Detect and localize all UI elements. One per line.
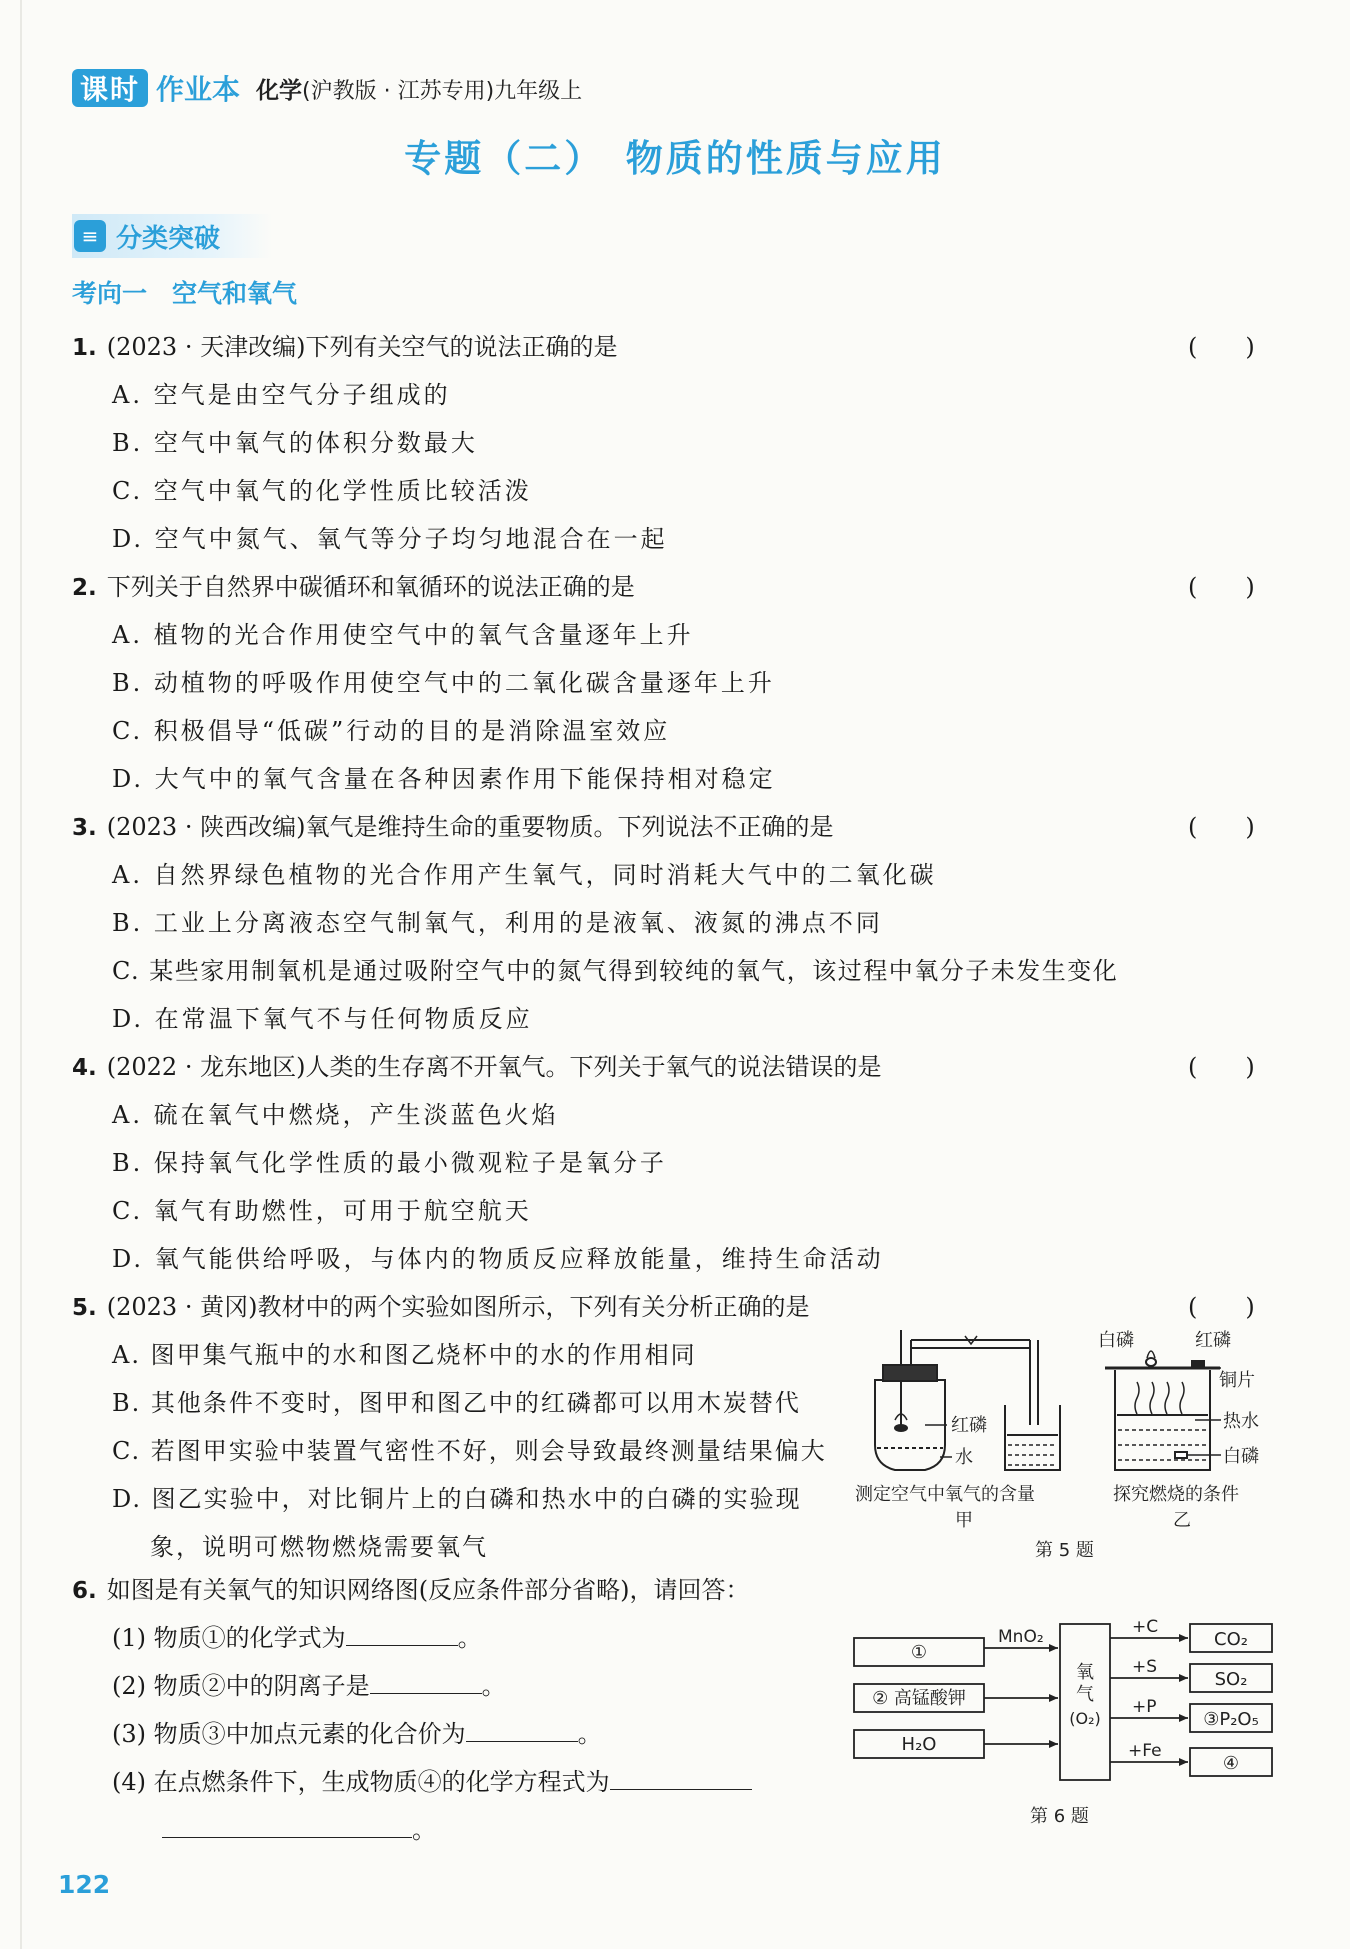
- reactant-p: +P: [1132, 1697, 1157, 1717]
- label-white-phosphorus-bottom: 白磷: [1223, 1446, 1259, 1467]
- option-b: B. 保持氧气化学性质的最小微观粒子是氧分子: [112, 1149, 667, 1177]
- option-b: B. 其他条件不变时，图甲和图乙中的红磷都可以用木炭替代: [112, 1389, 801, 1417]
- option-b: B. 动植物的呼吸作用使空气中的二氧化碳含量逐年上升: [112, 669, 775, 697]
- option-b: B. 工业上分离液态空气制氧气，利用的是液氧、液氮的沸点不同: [112, 909, 883, 937]
- subject: 化学: [256, 77, 303, 104]
- answer-blank[interactable]: [162, 1813, 412, 1838]
- input-2: ② 高锰酸钾: [872, 1688, 966, 1709]
- option-d: D. 在常温下氧气不与任何物质反应: [112, 1005, 533, 1033]
- answer-bracket: ( ): [1188, 573, 1255, 601]
- answer-bracket: ( ): [1188, 333, 1255, 361]
- option-c: C. 积极倡导“低碳”行动的目的是消除温室效应: [112, 717, 671, 745]
- question-number: 3.: [72, 815, 97, 841]
- answer-blank[interactable]: [466, 1717, 578, 1742]
- topic-title: 专题（二） 物质的性质与应用: [404, 137, 946, 180]
- caption-jia-title: 测定空气中氧气的含量: [855, 1484, 1035, 1505]
- apparatus-yi: [1105, 1351, 1221, 1470]
- product-co2: CO₂: [1214, 1629, 1248, 1650]
- option-d-continued: 象，说明可燃物燃烧需要氧气: [150, 1533, 488, 1561]
- section-tag: [72, 214, 272, 258]
- option-d: D. 图乙实验中，对比铜片上的白磷和热水中的白磷的实验现: [112, 1485, 802, 1513]
- center-label-1: 氧: [1076, 1662, 1094, 1683]
- option-a: A. 自然界绿色植物的光合作用产生氧气，同时消耗大气中的二氧化碳: [112, 861, 937, 889]
- section-label: 分类突破: [116, 223, 221, 254]
- label-water: 水: [955, 1447, 973, 1468]
- reactant-c: +C: [1132, 1618, 1159, 1637]
- question-6-stem: 6. 如图是有关氧气的知识网络图(反应条件部分省略)，请回答：: [72, 1576, 750, 1604]
- input-3: H₂O: [901, 1734, 937, 1755]
- answer-bracket: ( ): [1188, 813, 1255, 841]
- question-2-stem: 2. 下列关于自然界中碳循环和氧循环的说法正确的是: [72, 573, 635, 601]
- answer-blank[interactable]: [610, 1765, 752, 1790]
- option-a: A. 植物的光合作用使空气中的氧气含量逐年上升: [112, 621, 694, 649]
- question-number: 4.: [72, 1055, 97, 1081]
- option-a: A. 图甲集气瓶中的水和图乙烧杯中的水的作用相同: [112, 1341, 697, 1369]
- caption-jia-tag: 甲: [955, 1510, 973, 1531]
- question-3-stem: 3. (2023 · 陕西改编)氧气是维持生命的重要物质。下列说法不正确的是: [72, 813, 834, 841]
- edition: (沪教版 · 江苏专用)九年级上: [302, 78, 583, 104]
- option-d: D. 氧气能供给呼吸，与体内的物质反应释放能量，维持生命活动: [112, 1245, 884, 1273]
- figure-5-caption: 第 5 题: [1035, 1540, 1094, 1560]
- subquestion-1: (1) 物质①的化学式为 。: [112, 1621, 482, 1655]
- question-number: 6.: [72, 1578, 97, 1604]
- subquestion-3: (3) 物质③中加点元素的化合价为 。: [112, 1717, 602, 1751]
- page-number: 122: [58, 1870, 111, 1899]
- reactant-s: +S: [1132, 1657, 1158, 1677]
- question-number: 2.: [72, 575, 97, 601]
- subquestion-2: (2) 物质②中的阴离子是 。: [112, 1669, 506, 1703]
- option-d: D. 空气中氮气、氧气等分子均匀地混合在一起: [112, 525, 668, 553]
- option-c: C. 若图甲实验中装置气密性不好，则会导致最终测量结果偏大: [112, 1437, 827, 1465]
- brand-name: 作业本: [156, 73, 241, 106]
- option-a: A. 空气是由空气分子组成的: [112, 381, 451, 409]
- catalyst-label: MnO₂: [998, 1627, 1044, 1647]
- subsection-title: 考向一 空气和氧气: [72, 279, 298, 308]
- label-hot-water: 热水: [1223, 1411, 1259, 1432]
- question-5-stem: 5. (2023 · 黄冈)教材中的两个实验如图所示，下列有关分析正确的是: [72, 1293, 810, 1321]
- brand-badge: 课时: [72, 69, 148, 107]
- subquestion-4: (4) 在点燃条件下，生成物质④的化学方程式为: [112, 1765, 752, 1799]
- center-label-3: (O₂): [1069, 1709, 1101, 1728]
- figure-5: [855, 1320, 1275, 1560]
- question-1-stem: 1. (2023 · 天津改编)下列有关空气的说法正确的是: [72, 333, 618, 361]
- label-red-phosphorus-top: 红磷: [1195, 1330, 1231, 1351]
- option-d: D. 大气中的氧气含量在各种因素作用下能保持相对稳定: [112, 765, 776, 793]
- option-c: C. 空气中氧气的化学性质比较活泼: [112, 477, 532, 505]
- answer-blank[interactable]: [370, 1669, 482, 1694]
- option-b: B. 空气中氧气的体积分数最大: [112, 429, 478, 457]
- page-edge: [20, 0, 22, 1949]
- question-4-stem: 4. (2022 · 龙东地区)人类的生存离不开氧气。下列关于氧气的说法错误的是: [72, 1053, 882, 1081]
- caption-yi-title: 探究燃烧的条件: [1113, 1484, 1239, 1505]
- subquestion-4-continued: 。: [162, 1813, 436, 1847]
- book-stack-icon: ≡: [74, 220, 106, 252]
- option-a: A. 硫在氧气中燃烧，产生淡蓝色火焰: [112, 1101, 559, 1129]
- figure-6-caption: 第 6 题: [1030, 1806, 1089, 1827]
- product-4: ④: [1222, 1753, 1240, 1774]
- reactant-fe: +Fe: [1128, 1741, 1162, 1761]
- input-1: ①: [910, 1642, 928, 1663]
- product-p2o5: ③P₂O₅: [1203, 1709, 1259, 1730]
- label-copper: 铜片: [1219, 1370, 1255, 1391]
- answer-bracket: ( ): [1188, 1053, 1255, 1081]
- product-so2: SO₂: [1214, 1669, 1248, 1690]
- label-red-phosphorus: 红磷: [951, 1415, 987, 1436]
- label-white-phosphorus-top: 白磷: [1098, 1330, 1134, 1351]
- question-number: 1.: [72, 335, 97, 361]
- book-info: [256, 72, 582, 105]
- answer-bracket: ( ): [1188, 1293, 1255, 1321]
- answer-blank[interactable]: [346, 1621, 458, 1646]
- option-c: C. 某些家用制氧机是通过吸附空气中的氮气得到较纯的氧气，该过程中氧分子未发生变化: [112, 957, 1119, 985]
- option-c: C. 氧气有助燃性，可用于航空航天: [112, 1197, 532, 1225]
- center-label-2: 气: [1076, 1684, 1094, 1705]
- figure-6: [852, 1618, 1282, 1828]
- caption-yi-tag: 乙: [1173, 1510, 1191, 1531]
- question-number: 5.: [72, 1295, 97, 1321]
- book-header: [72, 68, 582, 108]
